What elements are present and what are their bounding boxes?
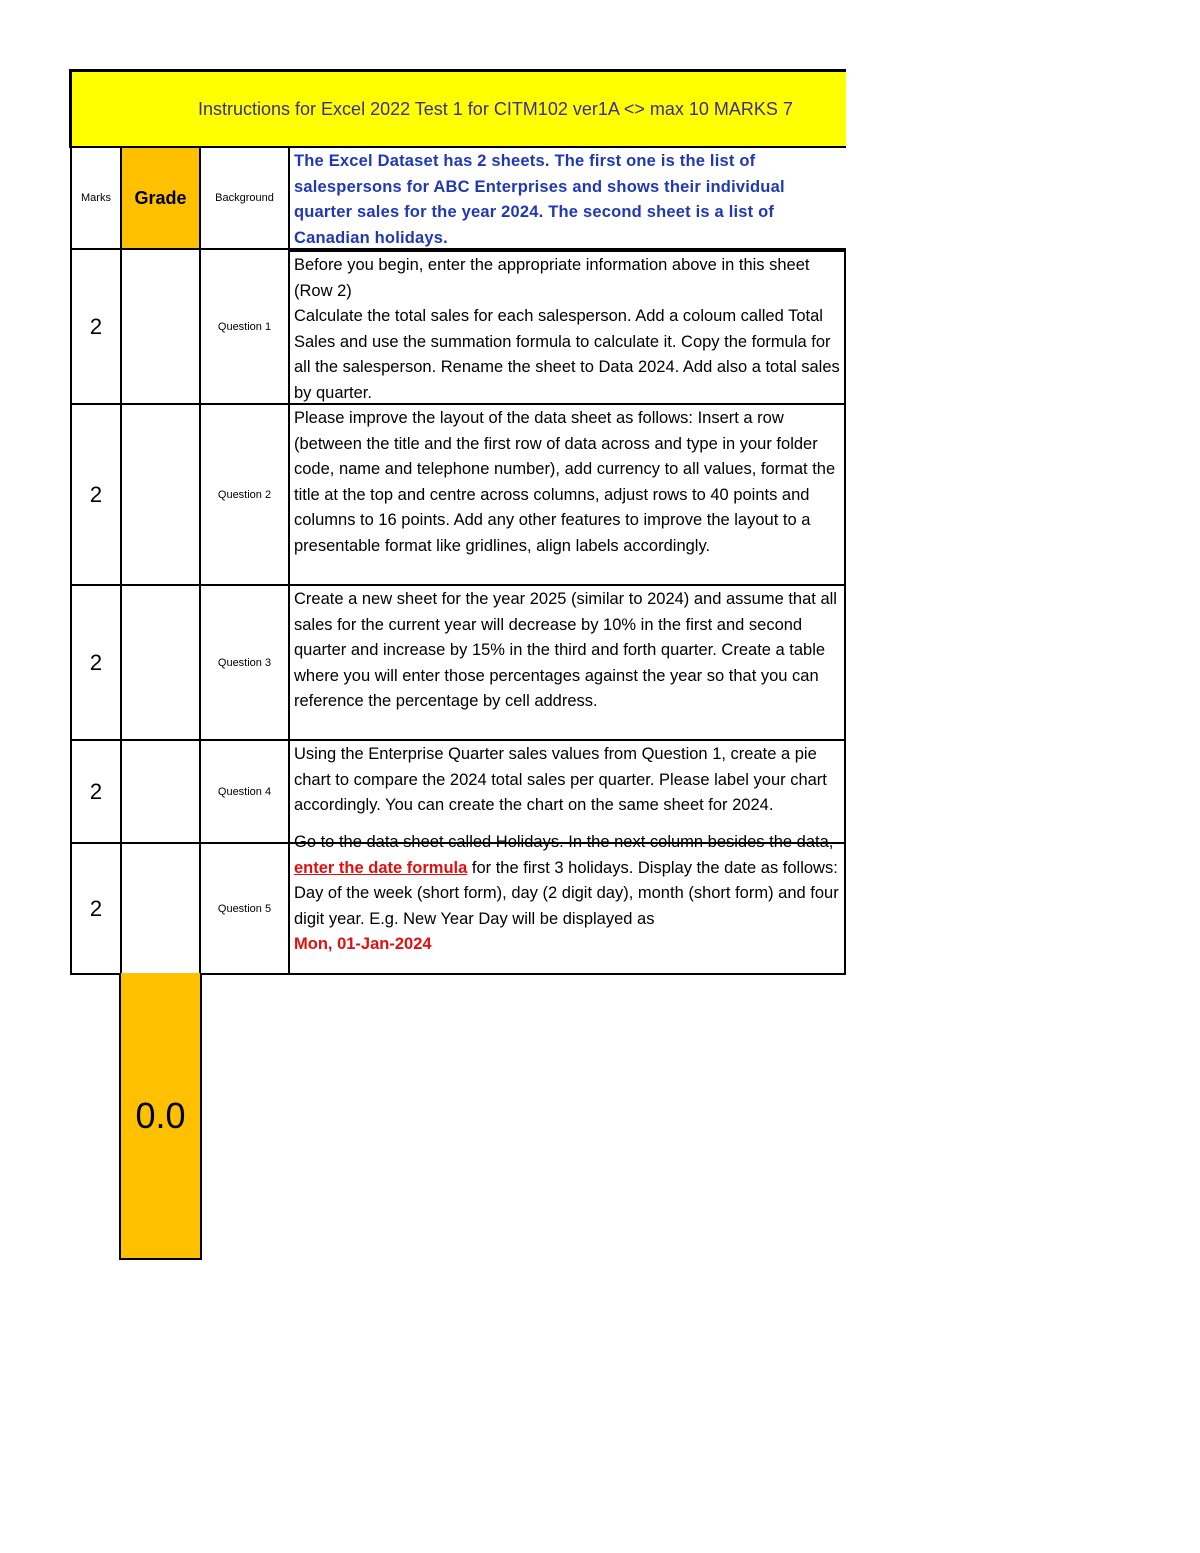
question-4-text-cell[interactable] xyxy=(288,741,846,844)
question-5-grade-cell[interactable] xyxy=(120,844,201,975)
question-4-marks: 2 xyxy=(89,778,103,804)
question-5-text-after: for the first 3 holidays. Display the date as follows: Day of the week (short form), day (2 digit day), month (short form) and four digit year. E.g. New Year Day will be displayed as xyxy=(294,858,839,928)
question-2-marks-cell[interactable] xyxy=(70,405,120,586)
question-5-example-date: Mon, 01-Jan-2024 xyxy=(294,935,432,954)
question-4-grade-cell[interactable] xyxy=(120,741,201,844)
total-grade-value: 0.0 xyxy=(135,1094,186,1136)
marks-header-label: Marks xyxy=(81,192,111,204)
question-3-marks-cell[interactable] xyxy=(70,586,120,741)
question-1-text: Before you begin, enter the appropriate information above in this sheet (Row 2) Calculate the total sales for each salesperson. Add a coloum called Total Sales and use the summation formula to calculate it. Copy the formula for all the salesperson. Rename the sheet to Data 2024. Add also a total sales by quarter. xyxy=(294,256,840,402)
title-cell[interactable] xyxy=(69,69,846,148)
background-text: The Excel Dataset has 2 sheets. The first one is the list of salespersons for ABC Enterprises and shows their individual quarter sales for the year 2024. The second sheet is a list of Canadian holidays. xyxy=(294,152,785,247)
question-2-label: Question 2 xyxy=(217,488,272,501)
background-label: Background xyxy=(215,192,274,204)
question-5-marks: 2 xyxy=(89,895,103,921)
question-3-text: Create a new sheet for the year 2025 (similar to 2024) and assume that all sales for the current year will decrease by 10% in the first and second quarter and increase by 15% in the third and forth quarter. Create a table where you will enter those percentages against the year so that you can reference the percentage by cell address. xyxy=(294,590,837,711)
grade-header-label: Grade xyxy=(134,187,187,208)
date-formula-link[interactable]: enter the date formula xyxy=(294,858,468,877)
question-2-marks: 2 xyxy=(89,481,103,507)
background-text-cell[interactable] xyxy=(288,148,846,250)
question-5-text-cell[interactable] xyxy=(288,833,846,975)
question-1-label-cell[interactable] xyxy=(201,250,288,405)
question-5-text-block xyxy=(294,830,840,958)
question-1-grade-cell[interactable] xyxy=(120,250,201,405)
question-1-marks-cell[interactable] xyxy=(70,250,120,405)
total-grade-cell[interactable] xyxy=(119,973,202,1260)
question-1-marks: 2 xyxy=(89,313,103,339)
title-text: Instructions for Excel 2022 Test 1 for CITM102 ver1A <> max 10 MARKS 7 xyxy=(198,99,793,119)
question-3-label-cell[interactable] xyxy=(201,586,288,741)
question-3-label: Question 3 xyxy=(217,656,272,669)
question-4-marks-cell[interactable] xyxy=(70,741,120,844)
question-5-label: Question 5 xyxy=(217,902,272,915)
question-4-label: Question 4 xyxy=(217,785,272,798)
question-5-text-before: Go to the data sheet called Holidays. In the next column besides the data, xyxy=(294,833,834,851)
question-3-text-cell[interactable] xyxy=(288,586,846,741)
grade-header-cell[interactable] xyxy=(120,148,201,250)
question-2-text-cell[interactable] xyxy=(288,405,846,586)
question-4-text: Using the Enterprise Quarter sales values from Question 1, create a pie chart to compare the 2024 total sales per quarter. Please label your chart accordingly. You can create the chart on the same sheet for 2024. xyxy=(294,745,827,815)
background-label-cell[interactable] xyxy=(201,148,288,250)
question-5-marks-cell[interactable] xyxy=(70,844,120,975)
question-1-text-cell[interactable] xyxy=(288,250,846,405)
question-2-text: Please improve the layout of the data sheet as follows: Insert a row (between the title and the first row of data across and type in your folder code, name and telephone number), add currency to all values, format the title at the top and centre across columns, adjust rows to 40 points and columns to 16 points. Add any other features to improve the layout to a presentable format like gridlines, align labels accordingly. xyxy=(294,409,836,555)
question-2-grade-cell[interactable] xyxy=(120,405,201,586)
question-5-label-cell[interactable] xyxy=(201,844,288,975)
marks-header-cell[interactable] xyxy=(70,148,120,250)
question-1-label: Question 1 xyxy=(217,320,272,333)
question-3-marks: 2 xyxy=(89,649,103,675)
question-4-label-cell[interactable] xyxy=(201,741,288,844)
question-3-grade-cell[interactable] xyxy=(120,586,201,741)
question-2-label-cell[interactable] xyxy=(201,405,288,586)
